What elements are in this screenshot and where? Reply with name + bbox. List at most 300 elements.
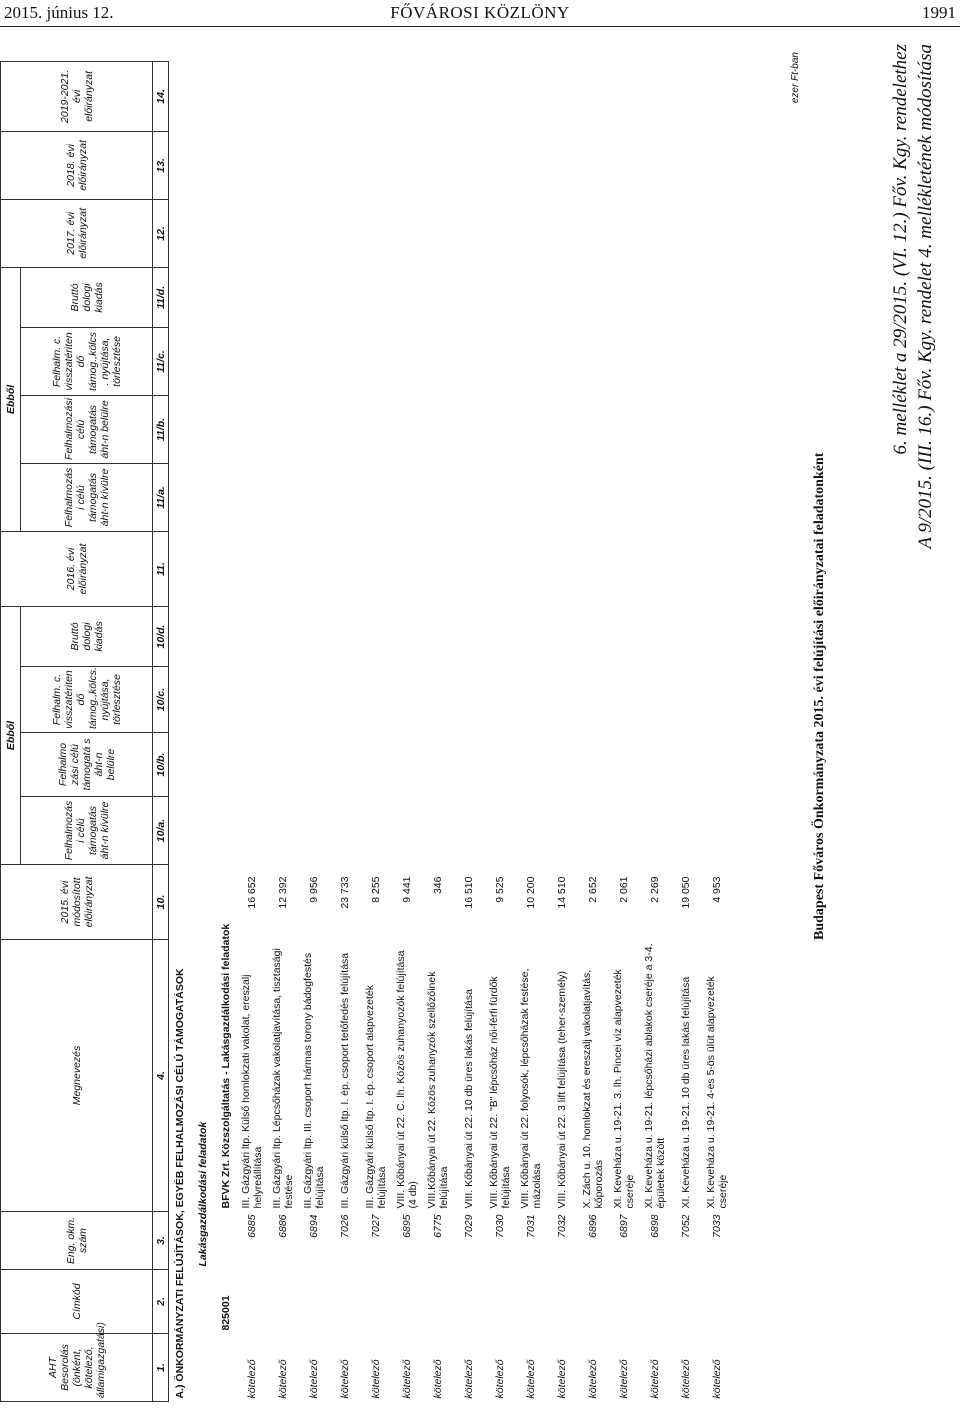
col-head-11a: Felhalmozás i célú támogatás áht-n kívülre (21, 463, 153, 531)
journal-title: FŐVÁROSI KÖZLÖNY (390, 3, 570, 22)
empty-cell (268, 131, 299, 199)
empty-cell (392, 327, 423, 395)
column-number: 2. (153, 1270, 169, 1334)
empty-cell (671, 667, 702, 733)
empty-cell (609, 463, 640, 531)
col-head-2017: 2017. évi előirányzat (1, 199, 153, 267)
empty-cell (640, 606, 671, 666)
empty-cell (516, 61, 547, 131)
empty-cell (330, 667, 361, 733)
empty-cell (702, 267, 733, 327)
col-head-10b: Felhalmo zási célú támogatá s áht-n belülre (21, 733, 153, 797)
empty-cell (671, 531, 702, 606)
empty-cell (609, 61, 640, 131)
empty-cell (330, 797, 361, 865)
cimkod-cell (454, 1270, 485, 1334)
empty-cell (237, 531, 268, 606)
col-head-eng: Eng. okm. szám (1, 1212, 153, 1270)
task-name: VIII. Kőbányai út 22. 10 db üres lakás felújítása (463, 989, 475, 1209)
empty-cell (671, 463, 702, 531)
empty-cell (516, 131, 547, 199)
empty-cell (237, 327, 268, 395)
column-number-row (153, 61, 169, 1401)
eng-okm-number: 6775 (432, 1214, 444, 1238)
empty-cell (423, 733, 454, 797)
aht-category: kötelező (370, 1359, 382, 1399)
table-row (330, 61, 361, 1401)
empty-cell (640, 131, 671, 199)
aht-category: kötelező (556, 1359, 568, 1399)
empty-cell (423, 667, 454, 733)
empty-cell (330, 531, 361, 606)
empty-cell (609, 797, 640, 865)
value-2015: 2 269 (649, 876, 661, 903)
empty-cell (299, 531, 330, 606)
empty-cell (237, 733, 268, 797)
empty-cell (299, 267, 330, 327)
empty-cell (392, 463, 423, 531)
empty-cell (361, 267, 392, 327)
page-number: 1991 (922, 3, 956, 22)
task-name: VIII. Kőbányai út 22. C. lh. Közös zuhanyozók felújítása (4 db) (395, 950, 419, 1209)
empty-cell (609, 327, 640, 395)
empty-cell (237, 463, 268, 531)
cimkod-cell (423, 1270, 454, 1334)
eng-okm-number: 7032 (556, 1214, 568, 1238)
empty-cell (671, 733, 702, 797)
empty-cell (423, 531, 454, 606)
empty-cell (299, 797, 330, 865)
eng-okm-number: 6894 (308, 1214, 320, 1238)
empty-cell (237, 667, 268, 733)
empty-cell (609, 267, 640, 327)
empty-cell (485, 267, 516, 327)
empty-cell (640, 395, 671, 463)
empty-cell (640, 61, 671, 131)
eng-okm-number: 6897 (618, 1214, 630, 1238)
value-2015: 8 255 (370, 876, 382, 903)
empty-cell (361, 395, 392, 463)
empty-cell (330, 327, 361, 395)
empty-cell (671, 61, 702, 131)
empty-cell (578, 606, 609, 666)
empty-cell (423, 61, 454, 131)
empty-cell (423, 199, 454, 267)
empty-cell (423, 267, 454, 327)
eng-okm-number: 6886 (277, 1214, 289, 1238)
empty-cell (547, 61, 578, 131)
empty-cell (516, 733, 547, 797)
column-number: 13. (153, 131, 169, 199)
header-row-top (1, 61, 21, 1401)
empty-cell (268, 733, 299, 797)
empty-cell (609, 606, 640, 666)
empty-cell (702, 606, 733, 666)
empty-cell (547, 199, 578, 267)
rotated-page-content (0, 30, 960, 1410)
empty-cell (237, 199, 268, 267)
empty-cell (268, 199, 299, 267)
empty-cell (702, 199, 733, 267)
empty-cell (671, 131, 702, 199)
empty-cell (237, 61, 268, 131)
empty-cell (640, 733, 671, 797)
empty-cell (361, 667, 392, 733)
empty-cell (299, 667, 330, 733)
budget-table (0, 61, 733, 1402)
empty-cell (578, 667, 609, 733)
empty-cell (671, 267, 702, 327)
value-2015: 16 510 (463, 876, 475, 909)
data-rows (237, 61, 733, 1401)
empty-cell (361, 327, 392, 395)
empty-cell (547, 327, 578, 395)
cimkod-cell (609, 1270, 640, 1334)
cimkod-cell (330, 1270, 361, 1334)
empty-cell (454, 395, 485, 463)
aht-category: kötelező (277, 1359, 289, 1399)
empty-cell (361, 199, 392, 267)
cimkod-cell (485, 1270, 516, 1334)
task-name: VIII.Kőbányai út 22. Közös zuhanyzók szellőzőinek felújítása (426, 971, 450, 1209)
col-head-11c: Felhalm. c. visszatériten dő támog.,kölcs . nyújtása, törlesztése (21, 327, 153, 395)
empty-cell (299, 463, 330, 531)
empty-cell (609, 131, 640, 199)
empty-cell (299, 327, 330, 395)
col-head-ebbol-2016: Ebből (1, 267, 21, 531)
value-2015: 16 652 (246, 876, 258, 909)
empty-cell (454, 131, 485, 199)
empty-cell (330, 199, 361, 267)
cimkod-cell (640, 1270, 671, 1334)
task-name: III. Gázgyári ltp. III. csoport hármas torony bádogfestés felújítása (302, 952, 326, 1209)
column-number: 3. (153, 1212, 169, 1270)
task-name: III. Gázgyári ltp. Külső homlokzati vakolat, ereszalj helyreállítása (240, 974, 264, 1209)
eng-okm-number: 7029 (463, 1214, 475, 1238)
task-name: XI. Keveháza u. 19-21. 4-es 5-ös ülüt alapvezeték cseréje (705, 976, 729, 1209)
eng-okm-number: 7030 (494, 1214, 506, 1238)
table-row (516, 61, 547, 1401)
col-head-ebbol-2015: Ebből (1, 606, 21, 864)
empty-cell (547, 733, 578, 797)
column-number: 11/a. (153, 463, 169, 531)
empty-cell (330, 395, 361, 463)
empty-cell (702, 131, 733, 199)
empty-cell (454, 327, 485, 395)
value-2015: 346 (432, 876, 444, 895)
col-head-10d: Bruttó dologi kiadás (21, 606, 153, 666)
aht-category: kötelező (711, 1359, 723, 1399)
empty-cell (330, 606, 361, 666)
eng-okm-number: 7052 (680, 1214, 692, 1238)
empty-cell (516, 667, 547, 733)
empty-cell (330, 267, 361, 327)
empty-cell (299, 606, 330, 666)
empty-cell (454, 61, 485, 131)
empty-cell (268, 667, 299, 733)
empty-cell (454, 463, 485, 531)
empty-cell (268, 327, 299, 395)
cimkod-cell (392, 1270, 423, 1334)
value-2015: 12 392 (277, 876, 289, 909)
empty-cell (361, 797, 392, 865)
empty-cell (516, 199, 547, 267)
empty-cell (702, 667, 733, 733)
column-number: 12. (153, 199, 169, 267)
empty-cell (547, 606, 578, 666)
cimkod-cell (268, 1270, 299, 1334)
empty-cell (702, 733, 733, 797)
task-name: VIII. Kőbányai út 22. "B" lépcsőház női-férfi fürdők felújítása (488, 976, 512, 1209)
col-head-2016: 2016. évi előirányzat (1, 531, 153, 606)
cimkod-cell (299, 1270, 330, 1334)
table-row (547, 61, 578, 1401)
empty-cell (392, 606, 423, 666)
empty-cell (547, 463, 578, 531)
cimkod-cell (547, 1270, 578, 1334)
empty-cell (485, 667, 516, 733)
empty-cell (578, 199, 609, 267)
subsection-name: BFVK Zrt. Közszolgáltatás - Lakásgazdálkodási feladatok (219, 923, 232, 1209)
col-head-aht: AHT Besorolás (önként, kötelező, államigazgatási) (1, 1334, 153, 1402)
aht-category: kötelező (308, 1359, 320, 1399)
empty-cell (640, 463, 671, 531)
empty-cell (578, 267, 609, 327)
empty-cell (361, 606, 392, 666)
empty-cell (237, 395, 268, 463)
empty-cell (485, 327, 516, 395)
eng-okm-number: 6885 (246, 1214, 258, 1238)
empty-cell (454, 667, 485, 733)
empty-cell (547, 395, 578, 463)
empty-cell (392, 61, 423, 131)
empty-cell (330, 131, 361, 199)
section-title: A.) ÖNKORMÁNYZATI FELÚJÍTÁSOK, EGYÉB FELHALMOZÁSI CÉLÚ TÁMOGATÁSOK (173, 968, 186, 1399)
task-name: III. Gázgyári ltp. Lépcsőházak vakolatjavítása, tisztasági festése (271, 948, 295, 1209)
empty-cell (516, 531, 547, 606)
value-2015: 9 441 (401, 876, 413, 903)
page-header (0, 0, 960, 26)
column-number: 4. (153, 940, 169, 1212)
column-number: 11/c. (153, 327, 169, 395)
empty-cell (640, 797, 671, 865)
aht-category: kötelező (339, 1359, 351, 1399)
empty-cell (454, 531, 485, 606)
empty-cell (423, 395, 454, 463)
empty-cell (299, 61, 330, 131)
empty-cell (702, 61, 733, 131)
empty-cell (640, 327, 671, 395)
category-title: Lakásgazdálkodási feladatok (196, 1121, 209, 1267)
col-head-2019-2021: 2019-2021. évi előirányzat (1, 61, 153, 131)
aht-category: kötelező (463, 1359, 475, 1399)
eng-okm-number: 7026 (339, 1214, 351, 1238)
empty-cell (516, 395, 547, 463)
empty-cell (547, 531, 578, 606)
table-row (361, 61, 392, 1401)
col-head-10c: Felhalm. c. visszatériten dő támog.,kölcs. nyújtása, törlesztése (21, 667, 153, 733)
column-number: 10/a. (153, 797, 169, 865)
table-row (671, 61, 702, 1401)
empty-cell (268, 395, 299, 463)
table-row (485, 61, 516, 1401)
empty-cell (702, 531, 733, 606)
empty-cell (361, 531, 392, 606)
col-head-11d: Bruttó dologi kiadás (21, 267, 153, 327)
table-row (454, 61, 485, 1401)
aht-category: kötelező (525, 1359, 537, 1399)
empty-cell (671, 606, 702, 666)
eng-okm-number: 7033 (711, 1214, 723, 1238)
empty-cell (485, 131, 516, 199)
empty-cell (640, 267, 671, 327)
task-name: X. Zách u. 10. homlokzat és ereszalj vakolatjavítás, kőporozás (581, 969, 605, 1209)
empty-cell (423, 606, 454, 666)
value-2015: 10 200 (525, 876, 537, 909)
task-name: XI. Keveháza u. 19-21. 3. lh. Pincei víz alapvezeték cseréje (612, 969, 636, 1209)
column-number: 11/b. (153, 395, 169, 463)
aht-category: kötelező (587, 1359, 599, 1399)
empty-cell (485, 463, 516, 531)
empty-cell (671, 395, 702, 463)
empty-cell (485, 395, 516, 463)
empty-cell (671, 797, 702, 865)
annex-reference: 6. melléklet a 29/2015. (VI. 12.) Főv. Kgy. rendelethez (890, 44, 911, 455)
value-2015: 2 061 (618, 876, 630, 903)
table-row (237, 61, 268, 1401)
header-rule (0, 26, 960, 27)
column-number: 10/c. (153, 667, 169, 733)
empty-cell (547, 797, 578, 865)
empty-cell (578, 463, 609, 531)
task-name: VIII. Kőbányai út 22. 3 lift felújítása (teher-személy) (556, 970, 568, 1209)
empty-cell (702, 797, 733, 865)
empty-cell (361, 61, 392, 131)
value-2015: 19 050 (680, 876, 692, 909)
cimkod-cell (671, 1270, 702, 1334)
empty-cell (578, 395, 609, 463)
empty-cell (299, 199, 330, 267)
empty-cell (609, 199, 640, 267)
empty-cell (423, 463, 454, 531)
empty-cell (485, 797, 516, 865)
col-head-2018: 2018. évi előirányzat (1, 131, 153, 199)
cimkod-cell (702, 1270, 733, 1334)
empty-cell (609, 531, 640, 606)
empty-cell (640, 667, 671, 733)
cimkod-cell (361, 1270, 392, 1334)
column-number: 10. (153, 865, 169, 940)
empty-cell (392, 395, 423, 463)
annex-amendment: A 9/2015. (III. 16.) Főv. Kgy. rendelet 4. mellékletének módosítása (915, 44, 936, 549)
empty-cell (237, 131, 268, 199)
empty-cell (423, 131, 454, 199)
aht-category: kötelező (618, 1359, 630, 1399)
column-number: 11/d. (153, 267, 169, 327)
table-row (268, 61, 299, 1401)
subsection-code: 825001 (219, 1295, 232, 1331)
empty-cell (609, 395, 640, 463)
empty-cell (237, 606, 268, 666)
table-row (299, 61, 330, 1401)
empty-cell (299, 733, 330, 797)
value-2015: 2 652 (587, 876, 599, 903)
aht-category: kötelező (246, 1359, 258, 1399)
empty-cell (392, 199, 423, 267)
task-name: XI. Keveháza u. 19-21. 10 db üres lakás felújítása (680, 976, 692, 1209)
empty-cell (268, 463, 299, 531)
empty-cell (454, 733, 485, 797)
empty-cell (268, 61, 299, 131)
col-head-cimkod: Címkód (1, 1270, 153, 1334)
empty-cell (237, 797, 268, 865)
empty-cell (392, 267, 423, 327)
column-number: 1. (153, 1334, 169, 1402)
value-2015: 14 510 (556, 876, 568, 909)
empty-cell (330, 61, 361, 131)
empty-cell (578, 61, 609, 131)
empty-cell (640, 531, 671, 606)
eng-okm-number: 7027 (370, 1214, 382, 1238)
aht-category: kötelező (432, 1359, 444, 1399)
empty-cell (268, 797, 299, 865)
empty-cell (671, 327, 702, 395)
col-head-megnevezes: Megnevezés (1, 940, 153, 1212)
empty-cell (361, 463, 392, 531)
empty-cell (547, 131, 578, 199)
column-number: 10/b. (153, 733, 169, 797)
empty-cell (454, 267, 485, 327)
unit-label: ezer Ft-ban (790, 52, 801, 104)
empty-cell (485, 606, 516, 666)
cimkod-cell (578, 1270, 609, 1334)
empty-cell (640, 199, 671, 267)
task-name: III. Gázgyári külső ltp. I. ép. csoport tetőfedés felújítása (339, 952, 351, 1209)
empty-cell (578, 733, 609, 797)
empty-cell (516, 463, 547, 531)
document-title: Budapest Főváros Önkormányzata 2015. évi felújítási előirányzatai feladatonként (812, 452, 827, 940)
empty-cell (454, 199, 485, 267)
empty-cell (516, 606, 547, 666)
col-head-2015: 2015. évi módosított előirányzat (1, 865, 153, 940)
empty-cell (330, 733, 361, 797)
empty-cell (299, 395, 330, 463)
empty-cell (454, 606, 485, 666)
eng-okm-number: 7031 (525, 1214, 537, 1238)
empty-cell (516, 797, 547, 865)
empty-cell (485, 61, 516, 131)
column-number: 10/d. (153, 606, 169, 666)
empty-cell (578, 531, 609, 606)
empty-cell (485, 733, 516, 797)
table-row (423, 61, 454, 1401)
task-name: III. Gázgyári külső ltp. I. ép. csoport alapvezeték felújítása (364, 984, 388, 1209)
empty-cell (578, 131, 609, 199)
empty-cell (423, 797, 454, 865)
empty-cell (423, 327, 454, 395)
value-2015: 4 953 (711, 876, 723, 903)
empty-cell (268, 267, 299, 327)
cimkod-cell (516, 1270, 547, 1334)
empty-cell (671, 199, 702, 267)
empty-cell (361, 131, 392, 199)
value-2015: 9 956 (308, 876, 320, 903)
table-row (702, 61, 733, 1401)
col-head-10a: Felhalmozás i célú támogatás áht-n kívülre (21, 797, 153, 865)
col-head-11b: Felhalmozási célú támogatás áht-n belülre (21, 395, 153, 463)
empty-cell (485, 531, 516, 606)
empty-cell (237, 267, 268, 327)
